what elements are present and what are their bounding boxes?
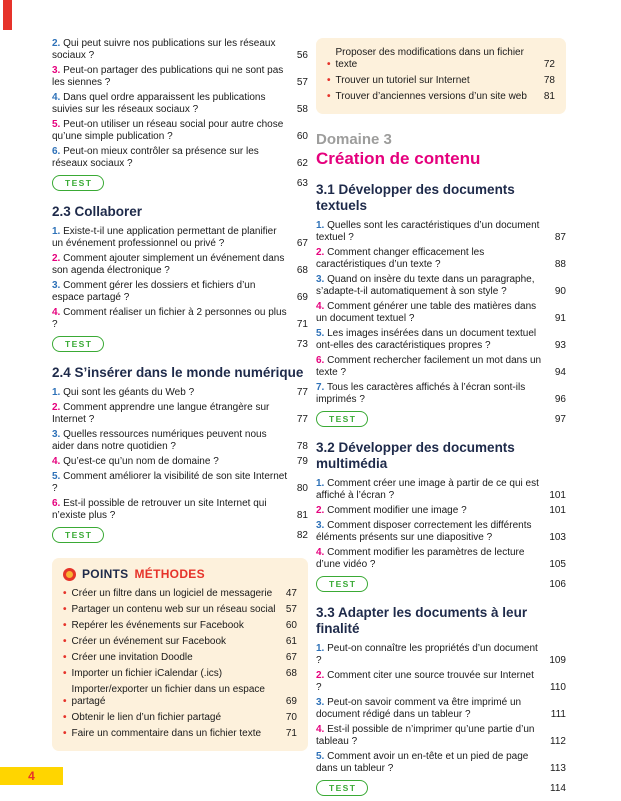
toc-entry-number: 6.: [316, 355, 325, 366]
test-row: [52, 336, 308, 352]
toc-entry-title: Les images insérées dans un document textuel ont-elles des caractéristiques propres ?: [316, 328, 537, 351]
toc-entry-title: Peut-on partager des publications qui ne sont pas les siennes ?: [52, 65, 284, 88]
methode-entry-page: 71: [285, 728, 297, 739]
methode-entry-title: Obtenir le lien d’un fichier partagé: [71, 712, 222, 723]
points-methodes-continued-list: [327, 47, 555, 103]
toc-entry-page: 79: [296, 456, 308, 467]
toc-entry-title: Qui peut suivre nos publications sur les réseaux sociaux ?: [52, 38, 276, 61]
methode-entry-page: 67: [285, 652, 297, 663]
test-page: 63: [296, 177, 308, 189]
toc-entry-text: [52, 65, 289, 89]
toc-entry-title: Comment modifier les paramètres de lecture d’une vidéo ?: [316, 547, 525, 570]
toc-entry-text: [52, 253, 289, 277]
methode-entry-title: Importer un fichier iCalendar (.ics): [71, 668, 223, 679]
test-row: [52, 175, 308, 191]
methode-entry-title: Partager un contenu web sur un réseau social: [71, 604, 276, 615]
section-title-3-2: 3.2 Développer des documents multimédia: [316, 440, 515, 471]
toc-entry-title: Est-il possible de n’imprimer qu’une partie d’un tableau ?: [316, 724, 535, 747]
toc-entry: [316, 328, 566, 352]
section-title-3-3: 3.3 Adapter les documents à leur finalité: [316, 605, 528, 636]
methode-entry-title: Trouver un tutoriel sur Internet: [335, 75, 470, 86]
toc-entry: [52, 146, 308, 170]
toc-entry-page: 94: [554, 367, 566, 378]
toc-entry-number: 4.: [316, 724, 325, 735]
toc-entry-text: [316, 247, 547, 271]
toc-entry: [52, 253, 308, 277]
toc-entry-number: 4.: [52, 307, 61, 318]
toc-entry: [316, 520, 566, 544]
toc-entry-page: 103: [549, 532, 566, 543]
points-methodes-title: [63, 567, 297, 581]
toc-entry-title: Peut-on utiliser un réseau social pour autre chose qu’une simple publication ?: [52, 119, 284, 142]
toc-entry: [316, 697, 566, 721]
toc-entry: [316, 247, 566, 271]
toc-entry: [52, 471, 308, 495]
bullet-icon: •: [63, 668, 67, 679]
toc-entry-text: [52, 119, 289, 143]
toc-entry-text: [52, 471, 289, 495]
toc-entry-title: Comment générer une table des matières dans un document textuel ?: [316, 301, 537, 324]
points-methodes-list: [63, 588, 297, 740]
toc-entry: [316, 220, 566, 244]
toc-entry-title: Comment créer une image à partir de ce qui est affiché à l’écran ?: [316, 478, 539, 501]
toc-entry-page: 101: [549, 490, 566, 501]
toc-entry-number: 1.: [316, 220, 325, 231]
test-badge: TEST: [316, 576, 368, 592]
toc-entry-number: 5.: [52, 119, 61, 130]
toc-list-3-2: [316, 478, 566, 571]
toc-entry-number: 2.: [316, 670, 325, 681]
toc-entry: [316, 547, 566, 571]
points-methodes-box-continued: [316, 38, 566, 114]
toc-entry: [52, 402, 308, 426]
methode-entry: [63, 652, 297, 664]
toc-entry: [316, 382, 566, 406]
test-badge: TEST: [52, 527, 104, 543]
toc-entry-page: 68: [296, 265, 308, 276]
toc-entry-page: 96: [554, 394, 566, 405]
toc-entry-text: [52, 307, 289, 331]
toc-entry-number: 4.: [316, 547, 325, 558]
toc-entry-text: [52, 498, 289, 522]
toc-entry-text: [52, 402, 289, 426]
toc-entry-number: 1.: [52, 226, 61, 237]
toc-entry-number: 5.: [52, 471, 61, 482]
toc-entry-page: 62: [296, 158, 308, 169]
toc-entry-number: 3.: [52, 280, 61, 291]
toc-entry-page: 113: [550, 763, 566, 774]
bullet-icon: •: [63, 636, 67, 647]
methode-entry-title: Créer un filtre dans un logiciel de messagerie: [71, 588, 273, 599]
methode-entry-title: Repérer les événements sur Facebook: [71, 620, 244, 631]
toc-entry-text: [52, 387, 289, 399]
toc-entry-page: 111: [550, 709, 566, 720]
toc-entry: [52, 92, 308, 116]
toc-entry-text: [316, 382, 547, 406]
test-badge: TEST: [316, 780, 368, 796]
test-row: [316, 411, 566, 427]
bullet-icon: •: [63, 728, 67, 739]
toc-entry-text: [316, 220, 547, 244]
domain-title: Création de contenu: [316, 149, 481, 168]
toc-entry-page: 69: [296, 292, 308, 303]
page-edge-red-mark: [3, 0, 12, 30]
toc-entry-title: Comment apprendre une langue étrangère sur Internet ?: [52, 402, 270, 425]
toc-entry-number: 1.: [316, 478, 325, 489]
toc-entry-text: [316, 751, 542, 775]
toc-entry-number: 7.: [316, 382, 325, 393]
toc-entry-number: 3.: [316, 520, 325, 531]
toc-entry-title: Comment rechercher facilement un mot dans un texte ?: [316, 355, 542, 378]
toc-entry-number: 3.: [316, 697, 325, 708]
methode-entry-page: 47: [285, 588, 297, 599]
toc-entry-text: [316, 301, 547, 325]
toc-entry-number: 2.: [316, 505, 325, 516]
toc-entry-number: 3.: [316, 274, 325, 285]
toc-entry-title: Comment modifier une image ?: [327, 505, 467, 516]
methode-entry: [327, 75, 555, 87]
toc-entry-title: Comment améliorer la visibilité de son site Internet ?: [52, 471, 288, 494]
toc-list-2-2-continued: [52, 38, 308, 170]
test-page: 73: [296, 338, 308, 350]
methode-entry: [63, 636, 297, 648]
methode-entry: [63, 620, 297, 632]
toc-entry-number: 6.: [52, 146, 61, 157]
toc-entry-number: 2.: [52, 253, 61, 264]
methode-entry: [327, 47, 555, 71]
toc-entry-text: [52, 146, 289, 170]
methode-entry-title: Importer/exporter un fichier dans un espace partagé: [71, 684, 265, 707]
toc-entry-title: Peut-on savoir comment va être imprimé un document rédigé dans un tableur ?: [316, 697, 522, 720]
methodes-label: MÉTHODES: [134, 567, 205, 581]
methode-entry-title: Proposer des modifications dans un fichier texte: [335, 47, 524, 70]
test-page: 106: [549, 578, 566, 590]
toc-entry: [52, 38, 308, 62]
methode-entry: [63, 668, 297, 680]
toc-entry-text: [316, 355, 547, 379]
methode-entry: [63, 712, 297, 724]
toc-entry-title: Comment réaliser un fichier à 2 personnes ou plus ?: [52, 307, 287, 330]
toc-entry-page: 60: [296, 131, 308, 142]
toc-entry-page: 110: [550, 682, 566, 693]
toc-entry-number: 4.: [52, 92, 61, 103]
toc-entry-page: 93: [554, 340, 566, 351]
toc-entry-title: Comment ajouter simplement un événement dans son agenda électronique ?: [52, 253, 285, 276]
toc-entry-text: [316, 724, 542, 748]
toc-entry-number: 2.: [52, 402, 61, 413]
toc-entry: [316, 505, 566, 517]
toc-entry-number: 2.: [52, 38, 61, 49]
toc-entry-text: [52, 38, 289, 62]
toc-entry: [52, 456, 308, 468]
test-badge: TEST: [316, 411, 368, 427]
toc-entry-title: Peut-on mieux contrôler sa présence sur les réseaux sociaux ?: [52, 146, 259, 169]
toc-list-3-3: [316, 643, 566, 775]
test-row: [316, 780, 566, 796]
toc-entry-page: 58: [296, 104, 308, 115]
toc-entry: [316, 301, 566, 325]
toc-entry-page: 105: [549, 559, 566, 570]
toc-entry-page: 80: [296, 483, 308, 494]
domain-kicker: Domaine 3: [316, 131, 392, 148]
toc-entry-text: [52, 226, 289, 250]
toc-entry-text: [316, 274, 547, 298]
methode-entry: [63, 604, 297, 616]
toc-entry-page: 77: [296, 414, 308, 425]
toc-entry-page: 101: [549, 505, 566, 516]
toc-list-2-4: [52, 387, 308, 522]
toc-list-3-1: [316, 220, 566, 406]
methode-entry-page: 81: [543, 91, 555, 102]
toc-entry-title: Comment citer une source trouvée sur Internet ?: [316, 670, 534, 693]
toc-entry-title: Dans quel ordre apparaissent les publications suivies sur les réseaux sociaux ?: [52, 92, 266, 115]
points-methodes-box: [52, 558, 308, 751]
toc-entry-text: [316, 478, 541, 502]
right-column: [316, 38, 566, 798]
toc-entry: [316, 643, 566, 667]
section-title-3-1: 3.1 Développer des documents textuels: [316, 182, 515, 213]
toc-entry-title: Est-il possible de retrouver un site Internet qui n’existe plus ?: [52, 498, 267, 521]
toc-entry-page: 87: [554, 232, 566, 243]
test-row: [52, 527, 308, 543]
toc-entry: [52, 226, 308, 250]
toc-entry-text: [316, 505, 541, 517]
toc-entry-page: 77: [296, 387, 308, 398]
toc-entry-page: 71: [296, 319, 308, 330]
toc-entry-title: Quelles sont les caractéristiques d’un document textuel ?: [316, 220, 540, 243]
toc-entry: [52, 307, 308, 331]
page-number-tab: [0, 767, 63, 785]
methode-entry-title: Créer une invitation Doodle: [71, 652, 193, 663]
toc-entry: [52, 429, 308, 453]
toc-entry-text: [52, 92, 289, 116]
toc-entry-title: Comment avoir un en-tête et un pied de page dans un tableur ?: [316, 751, 529, 774]
page-number: 4: [28, 769, 35, 783]
methode-entry-page: 72: [543, 59, 555, 70]
toc-entry-text: [316, 643, 541, 667]
toc-entry-number: 1.: [52, 387, 61, 398]
toc-entry-title: Quelles ressources numériques peuvent nous aider dans notre quotidien ?: [52, 429, 267, 452]
methode-entry-title: Trouver d’anciennes versions d’un site web: [335, 91, 527, 102]
toc-entry-page: 90: [554, 286, 566, 297]
toc-entry-text: [316, 328, 547, 352]
methode-entry-page: 78: [543, 75, 555, 86]
toc-entry-page: 67: [296, 238, 308, 249]
methode-entry-page: 61: [285, 636, 297, 647]
test-page: 114: [550, 782, 566, 794]
toc-entry-number: 4.: [52, 456, 61, 467]
methode-entry-page: 68: [285, 668, 297, 679]
methode-entry-page: 70: [285, 712, 297, 723]
bullet-icon: •: [63, 652, 67, 663]
test-badge: TEST: [52, 175, 104, 191]
methode-entry-page: 57: [285, 604, 297, 615]
toc-entry-number: 6.: [52, 498, 61, 509]
toc-entry: [52, 498, 308, 522]
toc-entry: [316, 751, 566, 775]
toc-entry-number: 3.: [52, 429, 61, 440]
bullet-icon: •: [327, 91, 331, 102]
toc-entry: [52, 65, 308, 89]
toc-entry-number: 2.: [316, 247, 325, 258]
methode-entry: [63, 728, 297, 740]
toc-entry: [316, 670, 566, 694]
toc-entry-page: 57: [296, 77, 308, 88]
toc-entry-text: [52, 429, 289, 453]
methode-entry-page: 69: [285, 696, 297, 707]
methode-entry-title: Créer un événement sur Facebook: [71, 636, 227, 647]
toc-entry-number: 3.: [52, 65, 61, 76]
toc-entry-number: 1.: [316, 643, 325, 654]
toc-entry-text: [316, 547, 541, 571]
toc-entry-number: 4.: [316, 301, 325, 312]
toc-entry-title: Tous les caractères affichés à l’écran sont-ils imprimés ?: [316, 382, 526, 405]
toc-entry-title: Comment changer efficacement les caractéristiques d’un texte ?: [316, 247, 485, 270]
bullet-icon: •: [327, 75, 331, 86]
bullet-icon: •: [63, 696, 67, 707]
toc-entry-page: 109: [549, 655, 566, 666]
toc-entry-text: [52, 280, 289, 304]
toc-entry-title: Peut-on connaître les propriétés d’un document ?: [316, 643, 538, 666]
test-page: 82: [296, 529, 308, 541]
methode-entry: [63, 588, 297, 600]
toc-entry-text: [316, 697, 543, 721]
toc-entry-page: 112: [550, 736, 566, 747]
left-column: [52, 38, 308, 751]
toc-list-2-3: [52, 226, 308, 331]
toc-entry-page: 56: [296, 50, 308, 61]
toc-entry: [316, 478, 566, 502]
toc-entry: [316, 724, 566, 748]
methode-entry-page: 60: [285, 620, 297, 631]
toc-entry-number: 5.: [316, 751, 325, 762]
bullet-icon: •: [63, 588, 67, 599]
points-label: POINTS: [82, 567, 129, 581]
bullet-icon: •: [63, 620, 67, 631]
toc-entry: [316, 274, 566, 298]
test-row: [316, 576, 566, 592]
toc-entry: [52, 387, 308, 399]
toc-entry-text: [52, 456, 289, 468]
bullet-icon: •: [63, 604, 67, 615]
toc-entry-title: Qu’est-ce qu’un nom de domaine ?: [63, 456, 219, 467]
toc-entry-page: 81: [296, 510, 308, 521]
section-title-2-3: 2.3 Collaborer: [52, 204, 143, 219]
toc-entry-page: 91: [554, 313, 566, 324]
toc-entry-title: Quand on insère du texte dans un paragraphe, s’adapte-t-il automatiquement à son style ?: [316, 274, 535, 297]
test-page: 97: [554, 413, 566, 425]
toc-entry-title: Comment gérer les dossiers et fichiers d’un espace partagé ?: [52, 280, 256, 303]
toc-entry-title: Existe-t-il une application permettant de planifier un événement professionnel ou privé ?: [52, 226, 277, 249]
toc-entry-text: [316, 670, 542, 694]
toc-entry-title: Comment disposer correctement les différents éléments présents sur une diapositive ?: [316, 520, 532, 543]
methode-entry: [327, 91, 555, 103]
bullet-icon: •: [63, 712, 67, 723]
toc-entry: [52, 280, 308, 304]
toc-entry-title: Qui sont les géants du Web ?: [63, 387, 195, 398]
toc-entry-page: 78: [296, 441, 308, 452]
toc-entry-text: [316, 520, 541, 544]
test-badge: TEST: [52, 336, 104, 352]
methode-entry-title: Faire un commentaire dans un fichier texte: [71, 728, 262, 739]
toc-entry: [52, 119, 308, 143]
methode-entry: [63, 684, 297, 708]
toc-entry-number: 5.: [316, 328, 325, 339]
section-title-2-4: 2.4 S’insérer dans le monde numérique: [52, 365, 304, 380]
methodes-target-icon: [63, 568, 76, 581]
toc-entry: [316, 355, 566, 379]
toc-entry-page: 88: [554, 259, 566, 270]
bullet-icon: •: [327, 59, 331, 70]
